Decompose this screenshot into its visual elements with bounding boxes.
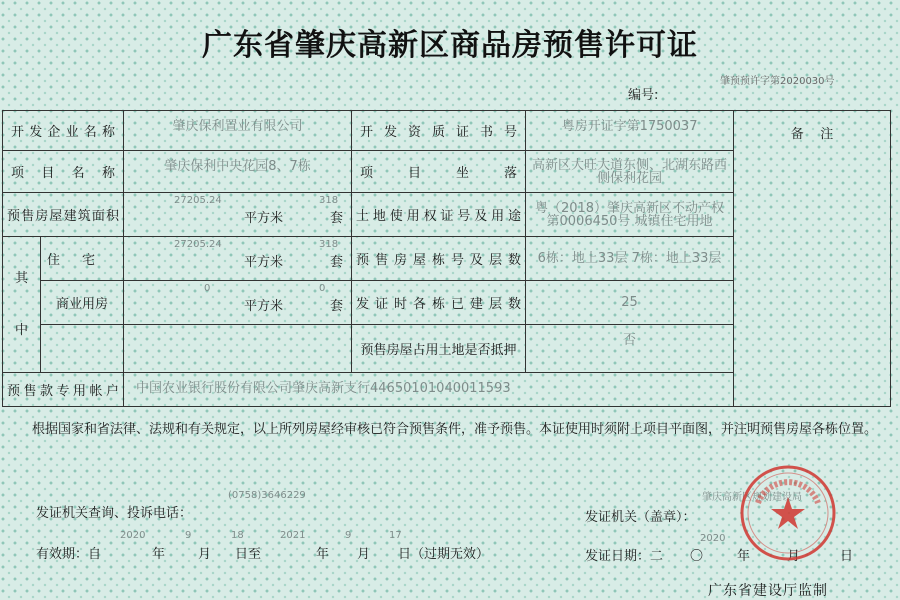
supervised-by: 广东省建设厅监制	[708, 583, 828, 599]
project-name-value: 肇庆保利中央花园8、7栋	[124, 151, 352, 193]
built-floors-value: 25	[526, 281, 734, 325]
residential-unit: 平方米	[244, 255, 284, 270]
developer-value: 肇庆保利置业有限公司	[124, 111, 352, 151]
validity-day-end: 日（过期无效）	[398, 547, 490, 562]
presale-area-cell	[124, 193, 352, 237]
presale-area-count: 318	[319, 195, 339, 206]
official-seal-icon	[738, 463, 838, 563]
mortgage-value: 否	[526, 325, 734, 373]
validity-start-day: 18	[231, 530, 244, 541]
remarks-label: 备 注	[734, 111, 891, 407]
row-developer	[3, 111, 891, 151]
project-location-label: 项目坐落	[352, 151, 526, 193]
statement-paragraph: 根据国家和省法律、法规和有关规定，以上所列房屋经审核已符合预售条件，准予预售。本证使用时须附上项目平面图，并注明预售房屋各栋位置。	[32, 422, 878, 437]
validity-start-month: 9	[185, 530, 192, 541]
issue-date-day: 日	[840, 549, 854, 564]
residential-cell	[124, 237, 352, 281]
validity-day-to: 日至	[235, 547, 262, 562]
qualification-value: 粤房开证字第1750037	[526, 111, 734, 151]
commercial-unit: 平方米	[244, 299, 284, 314]
serial-number: 肇预预许字第2020030号	[720, 76, 835, 87]
qualification-label: 开发资质证书号	[352, 111, 526, 151]
phone-label: 发证机关查询、投诉电话：	[36, 506, 193, 521]
commercial-cell	[124, 281, 352, 325]
of-which-label: 其 中	[3, 237, 41, 373]
account-value: 中国农业银行股份有限公司肇庆高新支行44650101040011593	[124, 373, 734, 407]
validity-month-a: 月	[198, 547, 212, 562]
residential-value: 27205.24	[174, 239, 222, 250]
mortgage-label: 预售房屋占用土地是否抵押	[352, 325, 526, 373]
project-location-value: 高新区大旺大道东侧、北湖东路西侧保利花园	[526, 151, 734, 193]
issue-date-label: 发证日期：二	[585, 549, 664, 564]
validity-label: 有效期：自	[36, 547, 102, 562]
certificate-table	[2, 110, 891, 407]
account-label: 预售款专用帐户	[3, 373, 124, 407]
land-use-value: 粤（2018）肇庆高新区不动产权第0006450号 城镇住宅用地	[526, 193, 734, 237]
validity-start-year: 2020	[120, 530, 146, 541]
phone-value: (0758)3646229	[228, 490, 306, 501]
issue-date-value: 2020	[700, 533, 726, 544]
validity-end-day: 17	[389, 530, 402, 541]
issuer-value: 肇庆高新区规划建设局	[702, 492, 802, 503]
commercial-value: 0	[204, 283, 211, 294]
validity-year-b: 年	[316, 547, 330, 562]
land-use-label: 土地使用权证号及用途	[352, 193, 526, 237]
empty-cell-a	[41, 325, 124, 373]
commercial-count-unit: 套	[330, 299, 344, 314]
presale-area-label: 预售房屋建筑面积	[3, 193, 124, 237]
issue-date-year: 年	[737, 549, 751, 564]
residential-count: 318	[319, 239, 339, 250]
certificate-title: 广东省肇庆高新区商品房预售许可证	[202, 28, 698, 63]
building-floors-value: 6栋：地上33层 7栋：地上33层	[526, 237, 734, 281]
commercial-label: 商业用房	[41, 281, 124, 325]
issuer-label: 发证机关（盖章）：	[585, 510, 696, 525]
issue-date-year-digit: 〇	[690, 549, 704, 564]
validity-month-b: 月	[357, 547, 371, 562]
building-floors-label: 预售房屋栋号及层数	[352, 237, 526, 281]
validity-year-a: 年	[152, 547, 166, 562]
built-floors-label: 发证时各栋已建层数	[352, 281, 526, 325]
serial-label: 编号:	[628, 88, 659, 103]
validity-end-month: 9	[345, 530, 352, 541]
residential-count-unit: 套	[330, 255, 344, 270]
residential-label: 住宅	[41, 237, 124, 281]
commercial-count: 0	[319, 283, 326, 294]
presale-area-unit: 平方米	[244, 211, 284, 226]
developer-label: 开发企业名称	[3, 111, 124, 151]
empty-cell-b	[124, 325, 352, 373]
presale-area-count-unit: 套	[330, 211, 344, 226]
presale-area-value: 27205.24	[174, 195, 222, 206]
validity-end-year: 2021	[280, 530, 306, 541]
issue-date-month: 月	[787, 549, 801, 564]
project-name-label: 项目名称	[3, 151, 124, 193]
